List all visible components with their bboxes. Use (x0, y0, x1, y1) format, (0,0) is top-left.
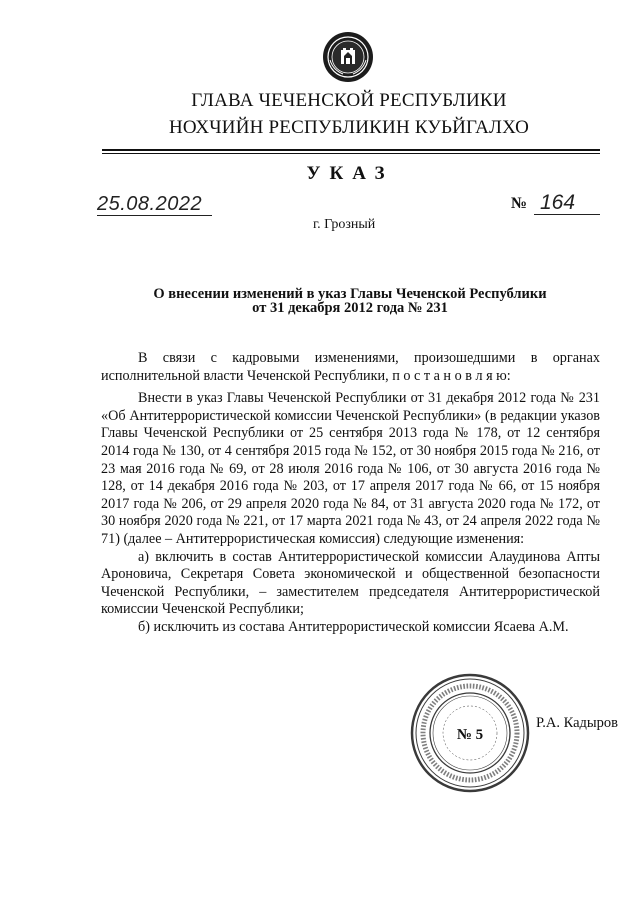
document-type: УКАЗ (306, 163, 394, 184)
org-name-chechen: НОХЧИЙН РЕСПУБЛИКИН КУЬЙГАЛХО (168, 117, 530, 138)
title-line-1: О внесении изменений в указ Главы Чеченской Республики (153, 286, 547, 302)
official-seal-icon (409, 672, 531, 794)
seal-number: № 5 (456, 727, 484, 743)
document-city: г. Грозный (313, 217, 376, 232)
paragraph-preamble: В связи с кадровыми изменениями, произошедшими в органах исполнительной власти Чеченской Республики, п о с т а н о в л я ю: (101, 350, 600, 384)
coat-of-arms-icon (321, 30, 375, 84)
header-divider-thick (102, 149, 600, 151)
header-divider-thin (102, 153, 600, 154)
document-body (101, 350, 600, 637)
paragraph-item-b: б) исключить из состава Антитеррористической комиссии Ясаева А.М. (138, 618, 569, 635)
paragraph-item-a: а) включить в состав Антитеррористической комиссии Алаудинова Апты Ароновича, Секретаря Совета экономической и общественной безопасности Чеченской Республики, – заместителем председателя Антитеррористической комиссии Чеченской Республики; (101, 548, 600, 618)
document-title (100, 287, 600, 315)
document-date: 25.08.2022 (97, 193, 212, 216)
title-line-2: от 31 декабря 2012 года № 231 (252, 300, 448, 316)
signer-name: Р.А. Кадыров (536, 715, 618, 731)
paragraph-main: Внести в указ Главы Чеченской Республики от 31 декабря 2012 года № 231 «Об Антитеррористической комиссии Чеченской Республики» (в редакции указов Главы Чеченской Республики от 25 сентября 2013 года № 178, от 12 сентября 2014 года № 130, от 4 сентября 2015 года № 152, от 30 ноября 2015 года № 216, от 23 мая 2016 года № 69, от 28 июля 2016 года № 106, от 30 августа 2016 года № 128, от 14 декабря 2016 года № 203, от 17 апреля 2017 года № 66, от 15 ноября 2017 года № 206, от 29 апреля 2020 года № 84, от 31 августа 2020 года № 172, от 30 ноября 2020 года № 221, от 17 марта 2021 года № 43, от 24 апреля 2022 года № 71) (далее – Антитеррористическая комиссия) следующие изменения: (101, 390, 600, 547)
org-name-russian: ГЛАВА ЧЕЧЕНСКОЙ РЕСПУБЛИКИ (191, 90, 507, 111)
document-number-label: № (511, 195, 528, 212)
document-number: 164 (534, 191, 600, 215)
